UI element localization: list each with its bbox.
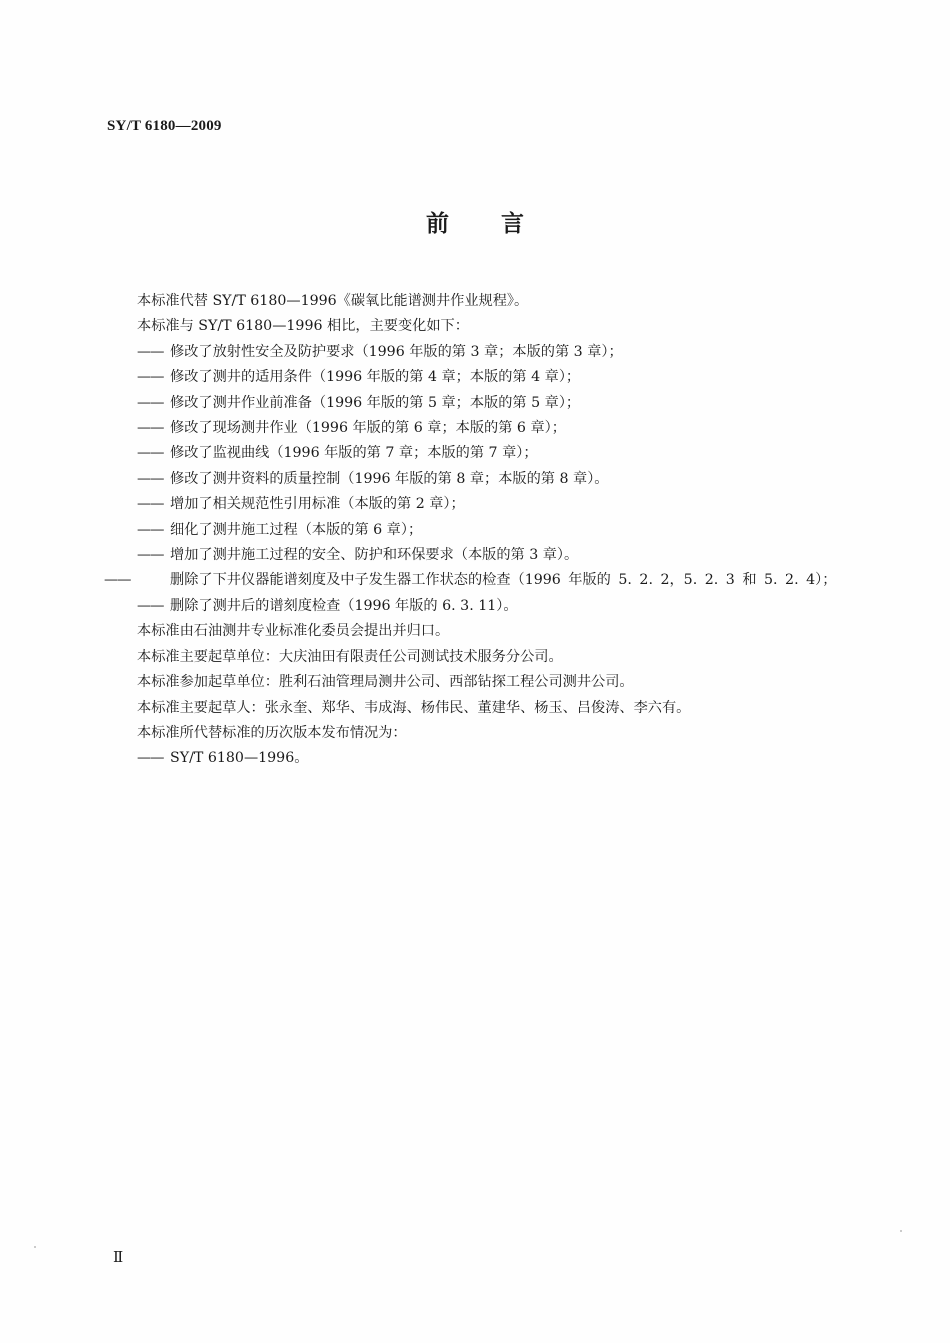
- change-text: 增加了相关规范性引用标准（本版的第 2 章）；: [170, 496, 465, 513]
- dash-marker: ——: [137, 394, 164, 411]
- intro-paragraph: 本标准与 SY/T 6180—1996 相比，主要变化如下：: [137, 318, 469, 335]
- change-text: 细化了测井施工过程（本版的第 6 章）；: [170, 521, 423, 538]
- dash-marker: ——: [137, 547, 164, 564]
- intro-paragraph: 本标准代替 SY/T 6180—1996《碳氧比能谱测井作业规程》。: [137, 293, 529, 309]
- standard-code: SY/T 6180—2009: [107, 118, 222, 134]
- change-item: [137, 416, 847, 441]
- change-text: 修改了测井资料的质量控制（1996 年版的第 8 章；本版的第 8 章）。: [170, 470, 609, 487]
- change-text: 删除了下井仪器能谱刻度及中子发生器工作状态的检查（1996 年版的 5. 2. 2，5. 2. 3 和 5. 2. 4）；: [170, 572, 837, 589]
- closing-paragraph: 本标准主要起草人：张永奎、郑华、韦成海、杨伟民、董建华、杨玉、吕俊涛、李六有。: [137, 699, 691, 716]
- dash-marker: ——: [137, 496, 164, 513]
- dash-marker: ——: [137, 343, 164, 360]
- foreword-body: [104, 289, 847, 772]
- change-item: [137, 594, 847, 619]
- title-char-1: 前: [426, 211, 449, 237]
- dash-marker: ——: [104, 572, 131, 589]
- change-text: 修改了放射性安全及防护要求（1996 年版的第 3 章；本版的第 3 章）；: [170, 343, 623, 360]
- change-item: [104, 568, 847, 593]
- change-text: 删除了测井后的谱刻度检查（1996 年版的 6. 3. 11）。: [170, 597, 518, 614]
- scan-speck: [900, 1230, 902, 1232]
- change-item: [137, 543, 847, 568]
- change-text: 修改了监视曲线（1996 年版的第 7 章；本版的第 7 章）；: [170, 445, 538, 462]
- change-item: [137, 492, 847, 517]
- closing-paragraph: 本标准主要起草单位：大庆油田有限责任公司测试技术服务分公司。: [137, 648, 563, 665]
- change-text: 增加了测井施工过程的安全、防护和环保要求（本版的第 3 章）。: [170, 547, 579, 564]
- dash-marker: ——: [137, 369, 164, 386]
- dash-marker: ——: [137, 445, 164, 462]
- change-text: 修改了测井作业前准备（1996 年版的第 5 章；本版的第 5 章）；: [170, 394, 581, 411]
- change-item: [137, 391, 847, 416]
- closing-paragraph: 本标准参加起草单位：胜利石油管理局测井公司、西部钻探工程公司测井公司。: [137, 674, 634, 691]
- change-item: [137, 467, 847, 492]
- dash-marker: ——: [137, 597, 164, 614]
- dash-marker: ——: [137, 750, 164, 767]
- change-text: 修改了现场测井作业（1996 年版的第 6 章；本版的第 6 章）；: [170, 420, 566, 437]
- closing-paragraph: 本标准由石油测井专业标准化委员会提出并归口。: [137, 623, 450, 640]
- scan-speck: [34, 1246, 36, 1248]
- change-text: 修改了测井的适用条件（1996 年版的第 4 章；本版的第 4 章）；: [170, 369, 581, 386]
- change-item: [137, 518, 847, 543]
- dash-marker: ——: [137, 420, 164, 437]
- change-item: [137, 365, 847, 390]
- change-item: [137, 441, 847, 466]
- page-number: Ⅱ: [113, 1250, 124, 1266]
- title-char-2: 言: [501, 211, 524, 237]
- history-item: [137, 746, 847, 771]
- change-item: [137, 340, 847, 365]
- page-title: [0, 205, 950, 238]
- history-text: SY/T 6180—1996。: [170, 750, 309, 767]
- dash-marker: ——: [137, 521, 164, 538]
- closing-paragraph: 本标准所代替标准的历次版本发布情况为：: [137, 724, 407, 741]
- dash-marker: ——: [137, 470, 164, 487]
